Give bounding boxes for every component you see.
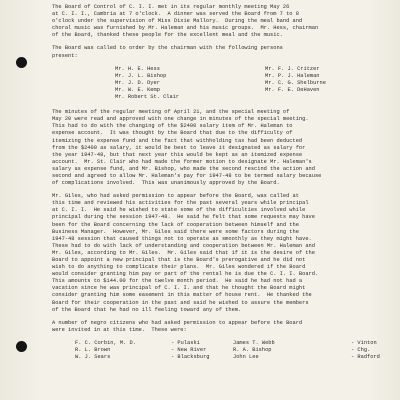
member-name: Mr. C. G. Shelburne — [265, 79, 326, 86]
text-line: This had to do with the changing of the $2400 salary item of Mr. Haleman to — [52, 123, 293, 130]
paragraph-call-to-order — [52, 45, 388, 59]
citizen-town: - Blacksburg — [171, 354, 210, 361]
members-present-list — [115, 66, 388, 101]
text-line: principal during the session 1947-48. He said he felt that some requests may have — [52, 214, 315, 221]
citizen-name: John Lee — [233, 354, 259, 361]
member-name: Mr. J. D. Dyer — [115, 79, 160, 86]
citizen-town: - Pulaski — [171, 339, 200, 346]
text-line: wish to do anything to complicate their plans. Mr. Giles wondered if the Board — [52, 264, 306, 271]
text-line: were invited in at this time. These were: — [52, 326, 187, 333]
text-line: itemizing the expense fund and the fact that withholding tax had been deducted — [52, 137, 303, 144]
text-line: Board for their cooperation in the past and said he wished to assure the members — [52, 299, 309, 306]
text-line: Business Manager. However, Mr. Giles said there were some factors during the — [52, 228, 299, 235]
text-line: from the $2400 as salary, it would be best to leave it designated as salary for — [52, 144, 306, 151]
member-name: Mr. J. L. Bishop — [115, 72, 167, 79]
member-name: Mr. F. J. Critzer — [265, 65, 320, 72]
paragraph-dinner — [52, 4, 388, 39]
paragraph-minutes-approval — [52, 109, 388, 187]
member-name: Mr. H. E. Hess — [115, 65, 160, 72]
member-name — [265, 94, 385, 101]
text-line: the year 1947-48, but that next year this would be kept as an itemized expense — [52, 151, 303, 158]
member-name: Mr. W. E. Kemp — [115, 86, 160, 93]
text-line: o'clock under the supervision of Miss Dixie Mallory. During the meal band and — [52, 18, 303, 25]
member-name: Mr. F. E. DeHaven — [265, 86, 320, 93]
text-line: These had to do with lack of understanding and cooperation between Mr. Haleman and — [52, 242, 315, 249]
text-line: Mr. Giles, according to Mr. Giles. Mr. Giles said that if it is the desire of the — [52, 249, 315, 256]
citizen-name: James T. Webb — [233, 339, 275, 346]
citizen-town: - Chg. — [351, 347, 371, 354]
text-line: expense account. It was thought by the Board that due to the difficulty of — [52, 130, 293, 137]
text-line: account. Mr. St. Clair who had made the former motion to designate Mr. Haleman's — [52, 158, 312, 165]
text-line: second and agreed to allow Mr. Haleman's pay for 1947-48 to be termed salary because — [52, 172, 322, 179]
text-line: The Board was called to order by the chairman with the following persons — [52, 45, 283, 52]
citizen-name: F. C. Corbin, M. D. — [75, 339, 136, 346]
text-line: this time and reviewed his activities for the past several years while principal — [52, 200, 309, 207]
paragraph-citizens — [52, 320, 388, 334]
text-line: This amounts to $144.00 for the twelve month period. He said he had not had a — [52, 278, 303, 285]
text-line: of the Board that he had no ill feeling toward any of them. — [52, 306, 242, 313]
text-line: of complications involved. This was unanimously approved by the Board. — [52, 180, 280, 187]
text-line: 1947-48 session that caused things not to operate as smoothly as they might have. — [52, 235, 312, 242]
member-name: Mr. P. J. Haleman — [265, 72, 320, 79]
paragraph-giles — [52, 193, 388, 314]
citizen-town: - Vinton — [351, 339, 377, 346]
minutes-text — [52, 4, 388, 361]
text-line: at C. I. I. He said he wished to state some of the difficulties involved while — [52, 207, 306, 214]
member-name: Mr. Robert St. Clair — [115, 94, 180, 101]
text-line: The minutes of the regular meeting of April 21, and the special meeting of — [52, 109, 290, 116]
text-line: would consider granting him pay or part of the rental he is due the C. I. I. Board. — [52, 271, 319, 278]
text-line: Mr. Giles, who had asked permission to appear before the Board, was called at — [52, 193, 299, 200]
binder-hole-bottom — [16, 341, 27, 352]
text-line: choral music was furnished by Mr. Haleman and his music groups. Mr. Hess, chairman — [52, 25, 319, 32]
text-line: consider granting him some easement in this matter of house rent. He thanked the — [52, 292, 312, 299]
text-line: vacation since he was principal of C. I. I. and that he thought the Board might — [52, 285, 306, 292]
citizens-list — [75, 340, 388, 361]
citizen-name: R. A. Bishop — [233, 347, 272, 354]
text-line: of the Board, thanked these people for the excellent meal and the music. — [52, 32, 283, 39]
citizen-town: - Radford — [351, 354, 380, 361]
text-line: May 20 were read and approved with one change in minutes of the special meeting. — [52, 116, 309, 123]
citizen-name: R. L. Brown — [75, 347, 111, 354]
text-line: been for the Board concerning the lack of cooperation between himself and the — [52, 221, 299, 228]
text-line: at C. I. I., Cambria at 7 o'clock. A dinner was served the Board from 7 to 8 — [52, 11, 299, 18]
text-line: salary as expense fund, and Mr. Bishop, who made the second rescind the action and — [52, 165, 315, 172]
text-line: The Board of Control of C. I. I. met in its regular monthly meeting May 26 — [52, 4, 290, 10]
citizen-name: W. J. Sears — [75, 354, 111, 361]
citizen-town: - New River — [171, 347, 207, 354]
binder-hole-top — [16, 57, 27, 68]
text-line: A number of negro citizens who had asked permission to appear before the Board — [52, 319, 303, 326]
text-line: present: — [52, 52, 78, 59]
text-line: Board to appoint a new principal that is the Board's prerogative and he did not — [52, 257, 306, 263]
